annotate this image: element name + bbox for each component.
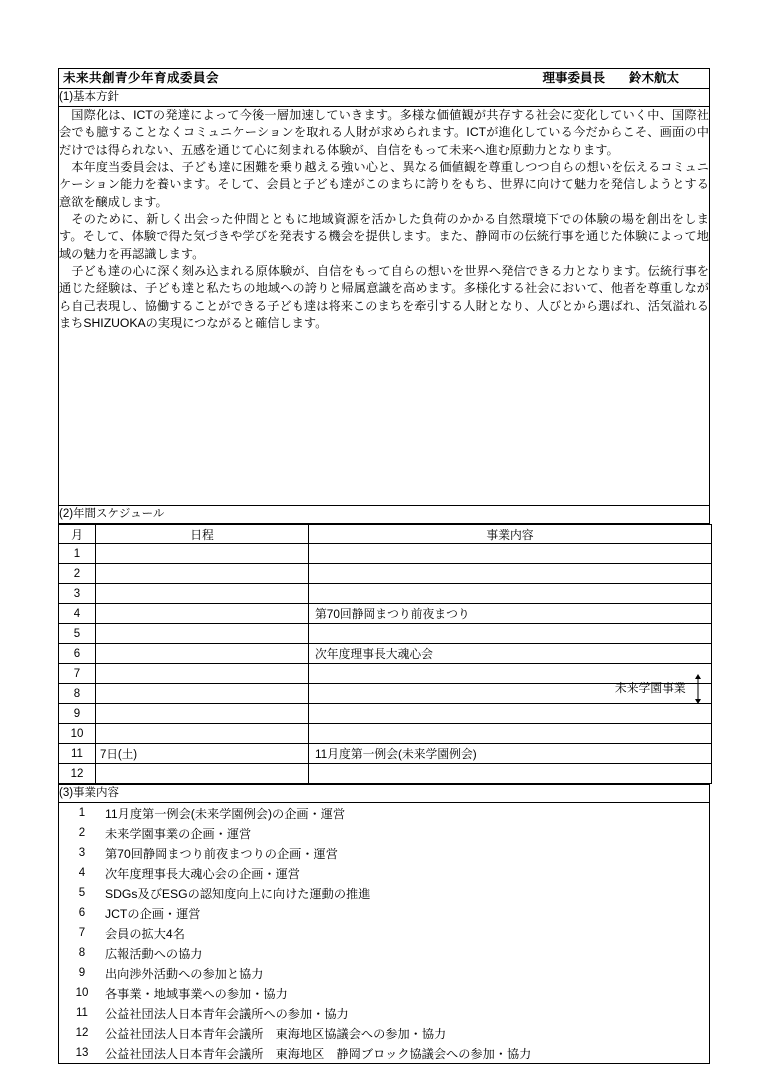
business-number: 3 <box>59 843 106 863</box>
chairman-name: 鈴木航太 <box>628 71 679 85</box>
policy-paragraph-4: 子ども達の心に深く刻み込まれる原体験が、自信をもって自らの想いを世界へ発信できる力となります。伝統行事を通じた経験は、子ども達と私たちの地域への誇りと帰属意識を高めます。多様化する社会において、他者を尊重しながら自己表現し、協働することができる子ども達は将来このまちを牽引する人財となり、人びとから選ばれ、活気溢れるまちSHIZUOKAの実現につながると確信します。 <box>59 263 709 330</box>
business-text: 公益社団法人日本青年会議所 東海地区協議会への参加・協力 <box>105 1023 710 1043</box>
schedule-month: 8 <box>59 684 96 704</box>
schedule-header-row <box>59 525 712 544</box>
policy-paragraph-2: 本年度当委員会は、子ども達に困難を乗り越える強い心と、異なる価値観を尊重しつつ自らの想いを伝えるコミュニケーション能力を養います。そして、会員と子ども達がこのまちに誇りをもち、世界に向けて魅力を発信しようとする意欲を醸成します。 <box>59 159 709 209</box>
list-item <box>59 983 710 1003</box>
business-text: 公益社団法人日本青年会議所 東海地区 静岡ブロック協議会への参加・協力 <box>105 1043 710 1064</box>
section-label-basic-policy: (1)基本方針 <box>59 89 710 107</box>
schedule-date <box>96 684 309 704</box>
business-text: 出向渉外活動への参加と協力 <box>105 963 710 983</box>
list-item <box>59 923 710 943</box>
committee-title: 未来共創青少年育成委員会 <box>63 71 220 85</box>
table-row <box>59 624 712 644</box>
schedule-date <box>96 764 309 784</box>
business-section-header <box>58 784 710 803</box>
schedule-month: 1 <box>59 544 96 564</box>
list-item <box>59 943 710 963</box>
schedule-date <box>96 564 309 584</box>
list-item <box>59 1023 710 1043</box>
schedule-content <box>309 724 712 744</box>
schedule-annotation: 未来学園事業 <box>615 674 703 704</box>
schedule-date <box>96 604 309 624</box>
schedule-date <box>96 624 309 644</box>
schedule-col-date: 日程 <box>96 525 309 544</box>
annual-schedule-table <box>58 524 712 784</box>
business-number: 5 <box>59 883 106 903</box>
schedule-date <box>96 724 309 744</box>
list-item <box>59 883 710 903</box>
schedule-month: 3 <box>59 584 96 604</box>
schedule-content <box>309 624 712 644</box>
schedule-month: 12 <box>59 764 96 784</box>
schedule-col-content: 事業内容 <box>309 525 712 544</box>
list-item <box>59 903 710 923</box>
business-text: JCTの企画・運営 <box>105 903 710 923</box>
business-number: 4 <box>59 863 106 883</box>
schedule-month: 9 <box>59 704 96 724</box>
business-text: 会員の拡大4名 <box>105 923 710 943</box>
schedule-date <box>96 704 309 724</box>
schedule-date <box>96 584 309 604</box>
schedule-content <box>309 764 712 784</box>
document-body <box>58 68 710 1064</box>
business-text: 第70回静岡まつり前夜まつりの企画・運営 <box>105 843 710 863</box>
table-row <box>59 584 712 604</box>
policy-paragraph-3: そのために、新しく出会った仲間とともに地域資源を活かした負荷のかかる自然環境下での体験の場を創出をします。そして、体験で得た気づきや学びを発表する機会を提供します。また、静岡市の伝統行事を通じた体験によって地域の魅力を再認識します。 <box>59 211 709 261</box>
business-text: SDGs及びESGの認知度向上に向けた運動の推進 <box>105 883 710 903</box>
section-label-business-content: (3)事業内容 <box>59 785 710 803</box>
table-row <box>59 744 712 764</box>
schedule-month: 2 <box>59 564 96 584</box>
schedule-content <box>309 681 712 704</box>
business-number: 12 <box>59 1023 106 1043</box>
business-number: 6 <box>59 903 106 923</box>
business-text: 次年度理事長大魂心会の企画・運営 <box>105 863 710 883</box>
table-row <box>59 544 712 564</box>
table-row <box>59 604 712 624</box>
business-number: 1 <box>59 803 106 823</box>
business-number: 7 <box>59 923 106 943</box>
schedule-month: 7 <box>59 664 96 684</box>
list-item <box>59 843 710 863</box>
list-item <box>59 823 710 843</box>
policy-paragraph-1: 国際化は、ICTの発達によって今後一層加速していきます。多様な価値観が共存する社会に変化していく中、国際社会でも臆することなくコミュニケーションを取れる人財が求められます。ICTが進化している今だからこそ、画面の中だけでは得られない、五感を通じて心に刻まれる体験が、自信をもって未来へ進む原動力となります。 <box>59 108 709 157</box>
schedule-content: 次年度理事長大魂心会 <box>309 644 712 664</box>
list-item <box>59 1043 710 1064</box>
business-text: 広報活動への協力 <box>105 943 710 963</box>
schedule-content: 第70回静岡まつり前夜まつり <box>309 604 712 624</box>
schedule-date <box>96 544 309 564</box>
table-row <box>59 664 712 684</box>
schedule-date <box>96 644 309 664</box>
business-text: 11月度第一例会(未来学園例会)の企画・運営 <box>105 803 710 823</box>
table-row <box>59 764 712 784</box>
business-number: 8 <box>59 943 106 963</box>
schedule-content <box>309 564 712 584</box>
schedule-date <box>96 664 309 684</box>
schedule-month: 5 <box>59 624 96 644</box>
up-down-arrow-icon <box>693 674 703 704</box>
business-text: 各事業・地域事業への参加・協力 <box>105 983 710 1003</box>
business-number: 2 <box>59 823 106 843</box>
table-row <box>59 704 712 724</box>
section-label-annual-schedule: (2)年間スケジュール <box>59 506 710 524</box>
list-item <box>59 863 710 883</box>
table-row <box>59 724 712 744</box>
schedule-content: 11月度第一例会(未来学園例会) <box>309 744 712 764</box>
schedule-date: 7日(土) <box>96 744 309 764</box>
list-item <box>59 963 710 983</box>
business-number: 9 <box>59 963 106 983</box>
business-text: 未来学園事業の企画・運営 <box>105 823 710 843</box>
business-number: 11 <box>59 1003 106 1023</box>
business-number: 10 <box>59 983 106 1003</box>
schedule-content <box>309 544 712 564</box>
document-header-table <box>58 68 710 524</box>
schedule-month: 4 <box>59 604 96 624</box>
schedule-month: 10 <box>59 724 96 744</box>
business-content-table <box>58 803 710 1064</box>
schedule-col-month: 月 <box>59 525 96 544</box>
schedule-content <box>309 584 712 604</box>
business-number: 13 <box>59 1043 106 1064</box>
table-row <box>59 644 712 664</box>
list-item <box>59 1003 710 1023</box>
business-text: 公益社団法人日本青年会議所への参加・協力 <box>105 1003 710 1023</box>
schedule-content <box>309 704 712 724</box>
table-row <box>59 684 712 704</box>
schedule-month: 6 <box>59 644 96 664</box>
basic-policy-content <box>59 107 710 506</box>
table-row <box>59 564 712 584</box>
schedule-month: 11 <box>59 744 96 764</box>
chairman-role-label: 理事委員長 <box>542 71 605 85</box>
list-item <box>59 803 710 823</box>
